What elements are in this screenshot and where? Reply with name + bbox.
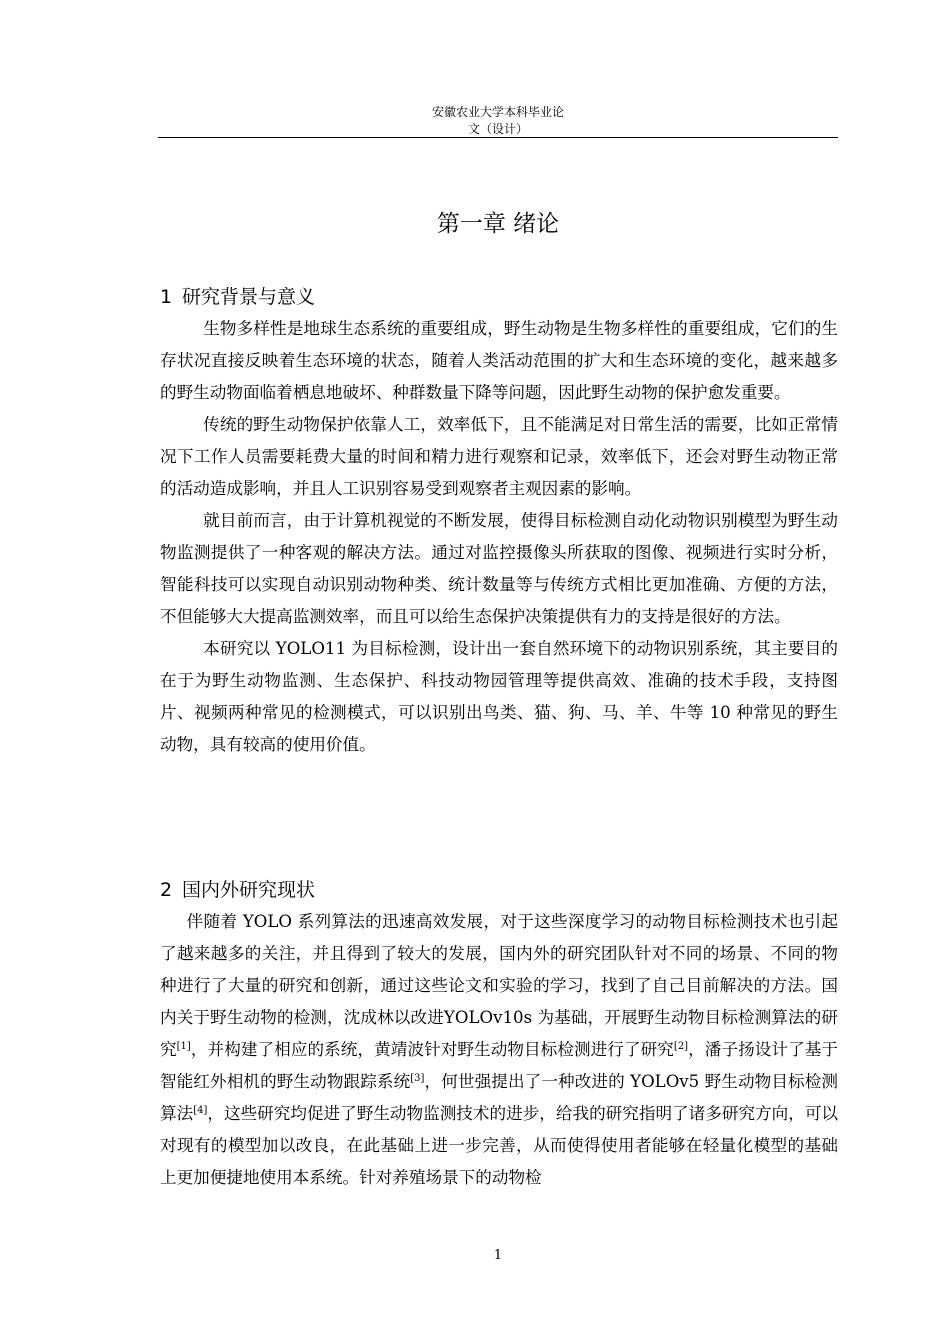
citation-1[interactable]: [1] [176,1041,191,1052]
citation-3[interactable]: [3] [410,1073,425,1084]
section-heading-2 [160,876,840,904]
paragraph-text: 伴随着 YOLO 系列算法的迅速高效发展，对于这些深度学习的动物目标检测技术也引起了越来越多的关注，并且得到了较大的发展，国内外的研究团队针对不同的场景、不同的物种进行了大量的研究和创新，通过这些论文和实验的学习，找到了自己目前解决的方法。国内关于野生动物的检测，沈成林以改进YOLOv10s 为基础，开展野生动物目标检测算法的研究 [160,912,838,1059]
section-number: 1 [160,286,173,308]
paragraph: 本研究以 YOLO11 为目标检测，设计出一套自然环境下的动物识别系统，其主要目的在于为野生动物监测、生态保护、科技动物园管理等提供高效、准确的技术手段，支持图片、视频两种常见的检测模式，可以识别出鸟类、猫、狗、马、羊、牛等 10 种常见的野生动物，具有较高的使用价值。 [160,639,838,754]
paragraph-text: ，潘子扬设计了基于智能红外相机的野生动物跟踪系统 [160,1040,838,1091]
paragraph [160,906,838,1194]
paragraph-text: ，何世强提出了一种改进的 YOLOv5 野生动物目标检测算法 [160,1072,838,1123]
running-header-line-1: 安徽农业大学本科毕业论 [431,105,564,119]
paragraph: 就目前而言，由于计算机视觉的不断发展，使得目标检测自动化动物识别模型为野生动物监测提供了一种客观的解决方法。通过对监控摄像头所获取的图像、视频进行实时分析，智能科技可以实现自动识别动物种类、统计数量等与传统方式相比更加准确、方便的方法，不但能够大大提高监测效率，而且可以给生态保护决策提供有力的支持是很好的方法。 [160,511,838,626]
paragraph-text: ，这些研究均促进了野生动物监测技术的进步，给我的研究指明了诸多研究方向，可以对现有的模型加以改良，在此基础上进一步完善，从而使得使用者能够在轻量化模型的基础上更加便捷地使用本系统。针对养殖场景下的动物检 [160,1104,839,1187]
section-title-text: 研究背景与意义 [182,286,316,308]
section-heading-1 [160,283,840,311]
chapter-title: 第一章 绪论 [436,211,560,237]
running-header-line-2: 文（设计） [467,122,528,136]
page-number: 1 [493,1248,503,1263]
paragraph: 传统的野生动物保护依靠人工，效率低下，且不能满足对日常生活的需要，比如正常情况下工作人员需要耗费大量的时间和精力进行观察和记录，效率低下，还会对野生动物正常的活动造成影响，并且人工识别容易受到观察者主观因素的影响。 [160,415,838,498]
section-number: 2 [160,879,173,901]
section-2-body [160,906,838,1194]
citation-4[interactable]: [4] [193,1105,208,1116]
section-title-text: 国内外研究现状 [182,879,316,901]
header-rule [158,137,838,138]
section-1-body [160,313,838,761]
citation-2[interactable]: [2] [673,1041,689,1052]
paragraph-text: ，并构建了相应的系统，黄靖波针对野生动物目标检测进行了研究 [190,1040,674,1059]
running-header [158,104,838,138]
paragraph: 生物多样性是地球生态系统的重要组成，野生动物是生物多样性的重要组成，它们的生存状况直接反映着生态环境的状态，随着人类活动范围的扩大和生态环境的变化，越来越多的野生动物面临着栖息地破坏、种群数量下降等问题，因此野生动物的保护愈发重要。 [160,319,838,402]
